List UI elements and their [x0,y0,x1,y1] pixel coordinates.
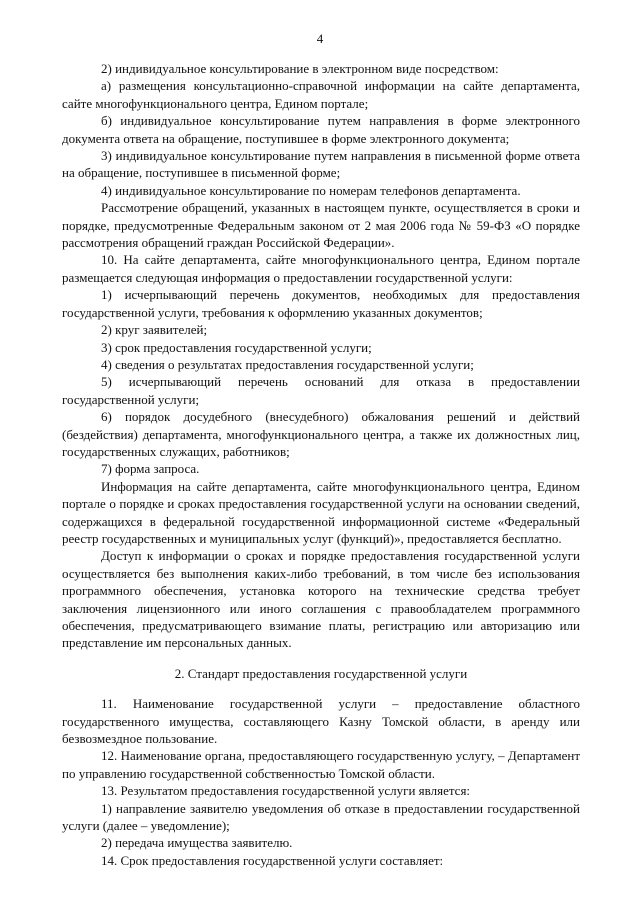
paragraph: 6) порядок досудебного (внесудебного) обжалования решений и действий (бездействия) департамента, многофункционального центра, а также их должностных лиц, государственных служащих, работников; [62,409,580,459]
paragraph: 3) индивидуальное консультирование путем направления в письменной форме ответа на обращение, поступившее в письменной форме; [62,148,580,181]
paragraph: Доступ к информации о сроках и порядке предоставления государственной услуги осуществляется без выполнения каких-либо требований, в том числе без использования программного обеспечения, установка которого на технические средства требует заключения лицензионного или иного соглашения с правообладателем программного обеспечения, предусматривающего взимание платы, регистрацию или авторизацию или представление им персональных данных. [62,548,580,651]
paragraph: а) размещения консультационно-справочной информации на сайте департамента, сайте многофункционального центра, Едином портале; [62,78,580,111]
paragraph: Информация на сайте департамента, сайте многофункционального центра, Едином портале о порядке и сроках предоставления государственной услуги на основании сведений, содержащихся в федеральной государственной информационной системе «Федеральный реестр государственных и муниципальных услуг (функций)», предоставляется бесплатно. [62,478,580,546]
paragraph: 12. Наименование органа, предоставляющего государственную услугу, – Департамент по управлению государственной собственностью Томской области. [62,748,580,781]
paragraph: 13. Результатом предоставления государственной услуги является: [101,783,471,799]
paragraph: 4) индивидуальное консультирование по номерам телефонов департамента. [101,182,521,198]
paragraph: 1) исчерпывающий перечень документов, необходимых для предоставления государственной услуги, требования к оформлению указанных документов; [62,287,580,320]
document-body [62,60,580,869]
paragraph: 3) срок предоставления государственной услуги; [101,339,372,355]
page-number: 4 [316,31,324,46]
paragraph: 5) исчерпывающий перечень оснований для отказа в предоставлении государственной услуги; [62,374,580,407]
paragraph: 2) круг заявителей; [101,322,208,338]
paragraph: б) индивидуальное консультирование путем направления в форме электронного документа ответа на обращение, поступившее в форме электронного документа; [62,113,580,146]
paragraph: Рассмотрение обращений, указанных в настоящем пункте, осуществляется в сроки и порядке, предусмотренные Федеральным законом от 2 мая 2006 года № 59-ФЗ «О порядке рассмотрения обращений граждан Российской Федерации». [62,200,580,251]
paragraph: 10. На сайте департамента, сайте многофункционального центра, Едином портале размещается следующая информация о предоставлении государственной услуги: [62,252,580,285]
paragraph: 1) направление заявителю уведомления об отказе в предоставлении государственной услуги (далее – уведомление); [62,800,580,834]
paragraph: 14. Срок предоставления государственной услуги составляет: [101,852,444,868]
paragraph: 2) передача имущества заявителю. [101,835,293,851]
section-title: 2. Стандарт предоставления государственной услуги [174,665,468,681]
paragraph: 2) индивидуальное консультирование в электронном виде посредством: [101,61,499,76]
paragraph: 4) сведения о результатах предоставления государственной услуги; [101,356,474,372]
paragraph: 11. Наименование государственной услуги – предоставление областного государственного имущества, составляющего Казну Томской области, в аренду или безвозмездное пользование. [62,696,580,747]
paragraph: 7) форма запроса. [101,461,200,477]
